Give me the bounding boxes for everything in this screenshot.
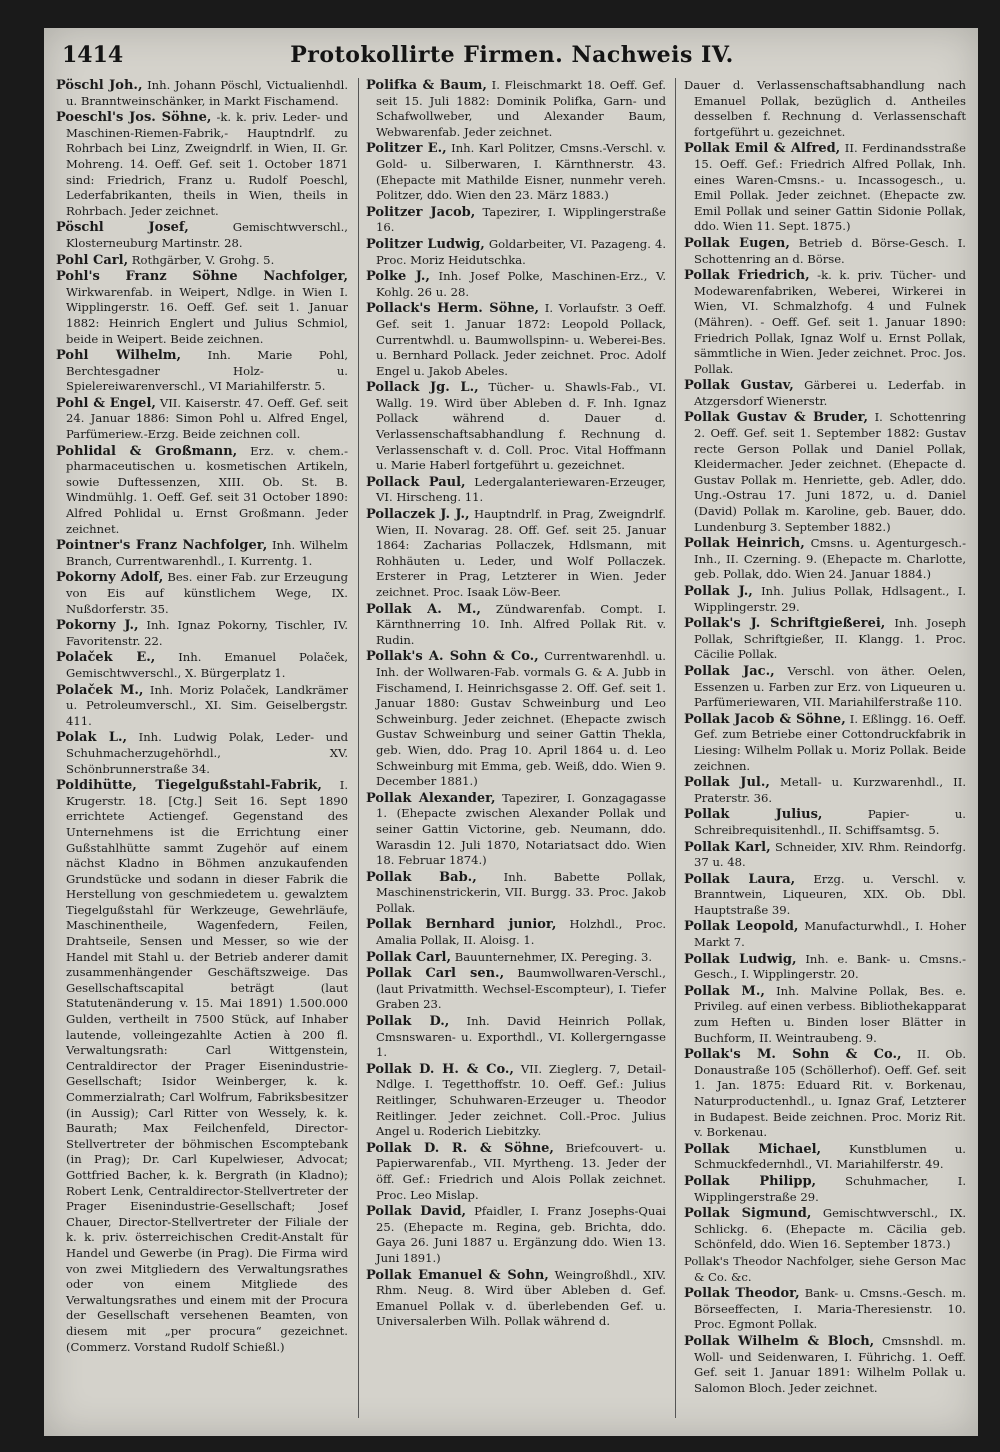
entry-details: Inh. Moriz Polaček, Landkrämer u. Petroleumverschl., XI. Sim. Geiselbergstr. 411. [66,682,348,728]
directory-entry [684,536,966,583]
directory-entry [56,220,348,251]
column-3 [684,78,966,1428]
firm-name: Pollak Emanuel & Sohn, [366,1267,549,1283]
directory-entry [366,475,666,506]
directory-entry [366,1204,666,1266]
firm-name: Polaček M., [56,682,144,698]
directory-entry [684,712,966,774]
entry-details: Pollak's Theodor Nachfolger, siehe Gerson Mac & Co. &c. [684,1253,966,1284]
entry-details: Schuhmacher, I. Wipplingerstraße 29. [694,1173,966,1204]
entry-details: I. Schottenring 2. Oeff. Gef. seit 1. September 1882: Gustav recte Gerson Pollak und Daniel Pollak, Kleidermacher. Jeder zeichnet. (Ehepacte d. Gustav Pollak m. Henriette, geb. Adler, ddo. Ung.-Ostrau 17. Juni 1872, u. d. Daniel (David) Pollak m. Karoline, geb. Bauer, ddo. Lundenburg 3. September 1882.) [694,410,966,534]
entry-details: Zündwarenfab. Compt. I. Kärnthnerring 10. Inh. Alfred Pollak Rit. v. Rudin. [376,601,666,647]
directory-entry [56,110,348,219]
entry-details: Pfaidler, I. Franz Josephs-Quai 25. (Ehepacte m. Regina, geb. Brichta, ddo. Gaya 26. Juni 1887 u. Ergänzung ddo. Wien 13. Juni 1891.) [376,1204,666,1265]
directory-entry [56,538,348,569]
entry-details: II. Ferdinandsstraße 15. Oeff. Gef.: Friedrich Alfred Pollak, Inh. eines Waren-Cmsns.- u. Incassogesch., u. Emil Pollak. Jeder zeichnet. (Ehepacte zw. Emil Pollak und seiner Gattin Sidonie Pollak, ddo. Wien 11. Sept. 1875.) [694,141,966,234]
entry-details: Inh. Johann Pöschl, Victualienhdl. u. Branntweinschänker, in Markt Fischamend. [66,78,348,108]
directory-entry [684,141,966,235]
firm-name: Pohl & Engel, [56,395,156,411]
entry-details: Inh. e. Bank- u. Cmsns.-Gesch., I. Wipplingerstr. 20. [694,951,966,982]
directory-entry [366,1062,666,1140]
entry-details: Gemischtwverschl., IX. Schlickg. 6. (Ehepacte m. Cäcilia geb. Schönfeld, ddo. Wien 16. September 1873.) [694,1206,966,1252]
firm-name: Politzer Ludwig, [366,236,485,252]
directory-entry [684,410,966,535]
firm-name: Pollak Alexander, [366,790,496,806]
directory-entry [684,664,966,711]
directory-entry [366,791,666,869]
directory-entry [684,1142,966,1173]
directory-entry [684,872,966,919]
entry-details: Currentwarenhdl. u. Inh. der Wollwaren-Fab. vormals G. & A. Jubb in Fischamend, I. Heinrichsgasse 2. Off. Gef. seit 1. Januar 1880: Gustav Schweinburg und Leo Schweinburg. Jeder zeichnet. (Ehepacte zwisch Gustav Schweinburg und seiner Gattin Thekla, geb. Wien, ddo. Prag 10. April 1864 u. d. Leo Schweinburg mit Emma, geb. Weiß, ddo. Wien 9. December 1881.) [376,649,666,789]
directory-entry [684,984,966,1046]
directory-entry [366,1141,666,1203]
directory-entry [56,650,348,681]
directory-entry [684,1206,966,1253]
entry-details: Inh. Marie Pohl, Berchtesgadner Holz- u. Spielereiwarenverschl., VI Mariahilferstr. 5. [66,348,348,394]
directory-entry [366,950,666,966]
directory-entry [366,380,666,474]
directory-entry [684,268,966,377]
firm-name: Polaček E., [56,650,156,666]
entry-details: I. Fleischmarkt 18. Oeff. Gef. seit 15. Juli 1882: Dominik Polifka, Garn- und Schafwollweber, und Alexander Baum, Webwarenfab. Jeder zeichnet. [376,78,666,139]
directory-entry [684,840,966,871]
firm-name: Pollak Philipp, [684,1173,817,1189]
entry-details: I. Vorlaufstr. 3 Oeff. Gef. seit 1. Januar 1872: Leopold Pollack, Currentwhdl. u. Baumwollspinn- u. Weberei-Bes. u. Bernhard Pollack. Jeder zeichnet. Proc. Adolf Engel u. Jakob Abeles. [376,301,666,378]
firm-name: Pollak Jac., [684,663,775,679]
entry-details: Weingroßhdl., XIV. Rhm. Neug. 8. Wird über Ableben d. Gef. Emanuel Pollak v. d. überlebenden Gef. u. Universalerben Wilh. Pollak während d. [376,1267,666,1329]
directory-entry [366,966,666,1013]
firm-name: Pokorny J., [56,618,139,634]
entry-details: Cmsnshdl. m. Woll- und Seidenwaren, I. Führichg. 1. Oeff. Gef. seit 1. Januar 1891: Wilhelm Pollak u. Salomon Bloch. Jeder zeichnet. [694,1333,966,1395]
firm-name: Pollack's Herm. Söhne, [366,301,540,317]
directory-entry [684,1174,966,1205]
directory-entry [684,78,966,140]
firm-name: Pöschl Josef, [56,220,189,236]
entry-details: Kunstblumen u. Schmuckfedernhdl., VI. Mariahilferstr. 49. [694,1141,966,1172]
entry-details: Bauunternehmer, IX. Pereging. 3. [454,949,653,964]
column-divider [675,78,676,1418]
entry-details: I. Krugerstr. 18. [Ctg.] Seit 16. Sept 1890 errichtete Actiengef. Gegenstand des Unternehmens ist die Errichtung einer Gußstahlhütte sammt Zugehör auf einem nächst Kladno in Böhmen anzukaufenden Grundstücke und sodann in dieser Fabrik die Herstellung von geschmiedetem u. gewalztem Tiegelgußstahl für Werkzeuge, Gewehrläufe, Maschinentheile, Wagenfedern, Feilen, Drahtseile, Sensen und Messer, so wie der Handel mit Stahl u. der Betrieb anderer damit zusammenhängender Geschäftszweige. Das Gesellschaftscapital beträgt (laut Statutenänderung v. 15. Mai 1891) 1.500.000 Gulden, vertheilt in 7500 Stück, auf Inhaber lautende, volleingezahlte Actien à 200 fl. Verwaltungsrath: Carl Wittgenstein, Centraldirector der Prager Eisenindustrie-Gesellschaft; Isidor Weinberger, k. k. Commerzialrath; Carl Wolfrum, Fabriksbesitzer (in Aussig); Carl Ritter von Wessely, k. k. Baurath; Max Feilchenfeld, Director-Stellvertreter der böhmischen Escomptebank (in Prag); Dr. Carl Kupelwieser, Advocat; Gottfried Bacher, k. k. Bergrath (in Kladno); Robert Lenk, Centraldirector-Stellvertreter der Prager Eisenindustrie-Gesellschaft; Josef Chauer, Director-Stellvertreter der Filiale der k. k. priv. österreichischen Credit-Anstalt für Handel und Gewerbe (in Prag). Die Firma wird von zwei Mitgliedern des Verwaltungsrathes oder von einem Mitgliede des Verwaltungsrathes und einem mit der Procura der Gesellschaft versehenen Beamten, von diesem mit „per procura“ gezeichnet. (Commerz. Vorstand Rudolf Schießl.) [66,778,348,1354]
entry-details: Baumwollwaren-Verschl., (laut Privatmitth. Wechsel-Escompteur), I. Tiefer Graben 23. [376,966,666,1012]
firm-name: Pohl Carl, [56,252,129,268]
entry-details: Inh. Ignaz Pokorny, Tischler, IV. Favoritenstr. 22. [66,618,348,648]
entry-details: Inh. Babette Pollak, Maschinenstrickerin, VII. Burgg. 33. Proc. Jakob Pollak. [376,869,666,915]
entry-details: Briefcouvert- u. Papierwarenfab., VII. Myrtheng. 13. Jeder der öff. Gef.: Friedrich und Alois Pollak zeichnet. Proc. Leo Mislap. [376,1140,666,1202]
entry-details: Erzg. u. Verschl. v. Branntwein, Liqueuren, XIX. Ob. Dbl. Hauptstraße 39. [694,871,966,917]
firm-name: Pohlidal & Großmann, [56,443,238,459]
entry-details: -k. k. priv. Leder- und Maschinen-Riemen-Fabrik,- Hauptndrlf. zu Rohrbach bei Linz, Zweigndrlf. in Wien, II. Gr. Mohreng. 14. Oeff. Gef. seit 1. October 1871 sind: Friedrich, Franz u. Rudolf Poeschl, Lederfabrikanten, theils in Wien, theils in Rohrbach. Jeder zeichnet. [66,110,348,218]
firm-name: Pohl's Franz Söhne Nachfolger, [56,269,348,285]
entry-details: Bank- u. Cmsns.-Gesch. m. Börseeffecten, I. Maria-Theresienstr. 10. Proc. Egmont Pollak. [694,1286,966,1332]
entry-details: Bes. einer Fab. zur Erzeugung von Eis auf künstlichem Wege, IX. Nußdorferstr. 35. [66,570,348,616]
firm-name: Pollak David, [366,1204,467,1220]
page-header [62,42,962,72]
firm-name: Pollak D. H. & Co., [366,1061,514,1077]
firm-name: Pollak Carl, [366,949,452,965]
directory-entry [366,237,666,268]
entry-details: Goldarbeiter, VI. Pazageng. 4. Proc. Moriz Heidutschka. [376,236,666,267]
firm-name: Polke J., [366,269,430,285]
firm-name: Pollak D., [366,1014,450,1030]
directory-entry [366,78,666,140]
entry-details: Inh. Julius Pollak, Hdlsagent., I. Wipplingerstr. 29. [694,584,966,614]
column-2 [366,78,666,1428]
entry-details: Tücher- u. Shawls-Fab., VI. Wallg. 19. Wird über Ableben d. F. Inh. Ignaz Pollack während d. Dauer d. Verlassenschaftsabhandlung f. Rechnung d. Verlassenschaft v. d. Coll. Proc. Vital Hoffmann u. Marie Haberl fortgeführt u. gezeichnet. [376,380,666,473]
directory-entry [684,919,966,950]
entry-details: Cmsns. u. Agenturgesch.-Inh., II. Czerning. 9. (Ehepacte m. Charlotte, geb. Pollak, ddo. Wien 24. Januar 1884.) [694,536,966,582]
firm-name: Pollak's A. Sohn & Co., [366,649,539,665]
firm-name: Pointner's Franz Nachfolger, [56,538,268,554]
directory-entry [684,378,966,409]
directory-entry [684,1254,966,1285]
firm-name: Pohl Wilhelm, [56,348,182,364]
firm-name: Pollaczek J. J., [366,507,470,523]
directory-entry [56,570,348,617]
entry-details: VII. Zieglerg. 7, Detail-Ndlge. I. Tegetthoffstr. 10. Oeff. Gef.: Julius Reitlinger, Schuhwaren-Erzeuger u. Theodor Reitlinger. Jeder zeichnet. Coll.-Proc. Julius Angel u. Roderich Liebitzky. [376,1061,666,1139]
firm-name: Poldihütte, Tiegelgußstahl-Fabrik, [56,778,322,794]
entry-details: Holzhdl., Proc. Amalia Pollak, II. Aloisg. 1. [376,917,666,948]
firm-name: Pollak Emil & Alfred, [684,141,841,157]
entry-details: Inh. Josef Polke, Maschinen-Erz., V. Kohlg. 26 u. 28. [376,269,666,299]
directory-entry [684,616,966,663]
column-divider [358,78,359,1418]
entry-details: I. Eßlingg. 16. Oeff. Gef. zum Betriebe einer Cottondruckfabrik in Liesing: Wilhelm Pollak u. Moriz Pollak. Beide zeichnen. [694,711,966,773]
entry-details: Inh. Emanuel Polaček, Gemischtwverschl., X. Bürgerplatz 1. [66,650,348,680]
entry-details: Inh. Ludwig Polak, Leder- und Schuhmacherzugehörhdl., XV. Schönbrunnerstraße 34. [66,730,348,776]
directory-entry [56,444,348,538]
firm-name: Pollak J., [684,584,753,599]
firm-name: Pollak Leopold, [684,919,799,935]
firm-name: Pollak Friedrich, [684,268,810,284]
directory-entry [56,348,348,395]
firm-name: Pollak Jacob & Söhne, [684,711,846,727]
directory-entry [684,1047,966,1141]
entry-details: Inh. Karl Politzer, Cmsns.-Verschl. v. Gold- u. Silberwaren, I. Kärnthnerstr. 43. (Ehepacte mit Mathilde Eisner, nunmehr vereh. Politzer, ddo. Wien den 23. März 1883.) [376,141,666,203]
firm-name: Poeschl's Jos. Söhne, [56,110,212,126]
entry-details: Manufacturwhdl., I. Hoher Markt 7. [694,919,966,950]
entry-details: Papier- u. Schreibrequisitenhdl., II. Schiffsamtsg. 5. [694,807,966,837]
directory-entry [56,618,348,649]
firm-name: Pollak Ludwig, [684,951,797,967]
column-1 [56,78,348,1428]
directory-entry [366,870,666,917]
firm-name: Pollak Eugen, [684,235,790,251]
directory-entry [366,301,666,379]
firm-name: Pollak A. M., [366,601,481,617]
entry-details: Inh. David Heinrich Pollak, Cmsnswaren- u. Exporthdl., VI. Kollergerngasse 1. [376,1014,666,1060]
entry-details: Inh. Wilhelm Branch, Currentwarenhdl., I. Kurrentg. 1. [66,538,348,568]
firm-name: Pollack Jg. L., [366,380,479,396]
firm-name: Pollak Bab., [366,869,477,885]
firm-name: Pollak Jul., [684,775,770,791]
entry-details: Metall- u. Kurzwarenhdl., II. Praterstr. 36. [694,775,966,805]
directory-entry [56,253,348,269]
firm-name: Pollak Gustav & Bruder, [684,410,869,426]
firm-name: Polifka & Baum, [366,78,487,93]
entry-details: Schneider, XIV. Rhm. Reindorfg. 37 u. 48. [694,839,966,870]
firm-name: Politzer E., [366,141,447,157]
entry-details: Ledergalanteriewaren-Erzeuger, VI. Hirscheng. 11. [376,474,666,505]
entry-details: Erz. v. chem.-pharmaceutischen u. kosmetischen Artikeln, sowie Duftessenzen, XIII. Ob. St. B. Windmühlg. 1. Oeff. Gef. seit 31 October 1890: Alfred Pohlidal u. Ernst Großmann. Jeder zeichnet. [66,443,348,536]
directory-entry [366,649,666,789]
firm-name: Politzer Jacob, [366,204,476,220]
running-title: Protokollirte Firmen. Nachweis IV. [290,42,734,68]
directory-entry [366,1014,666,1061]
directory-entry [366,141,666,203]
directory-entry [56,730,348,777]
firm-name: Pollak Bernhard junior, [366,917,557,933]
directory-entry [684,807,966,838]
entry-details: Rothgärber, V. Grohg. 5. [131,252,275,267]
directory-entry [366,269,666,300]
entry-details: Tapezirer, I. Gonzagagasse 1. (Ehepacte zwischen Alexander Pollak und seiner Gattin Victorine, geb. Neumann, ddo. Warasdin 12. Juli 1870, Notariatsact ddo. Wien 18. Februar 1874.) [376,790,666,868]
entry-details: Tapezirer, I. Wipplingerstraße 16. [376,204,666,235]
firm-name: Pollak's M. Sohn & Co., [684,1047,902,1063]
columns [56,78,966,1428]
firm-name: Pollak Michael, [684,1141,822,1157]
entry-details: Wirkwarenfab. in Weipert, Ndlge. in Wien I. Wipplingerstr. 16. Oeff. Gef. seit 1. Januar 1882: Heinrich Englert und Julius Schmiol, beide in Weipert. Beide zeichnen. [66,284,348,346]
directory-entry [684,952,966,983]
firm-name: Pöschl Joh., [56,78,143,93]
directory-entry [366,507,666,601]
firm-name: Pollak Wilhelm & Bloch, [684,1333,875,1349]
firm-name: Pokorny Adolf, [56,570,164,586]
directory-entry [366,917,666,948]
firm-name: Pollak Karl, [684,839,771,855]
firm-name: Pollak D. R. & Söhne, [366,1140,554,1156]
entry-details: Inh. Joseph Pollak, Schriftgießer, II. Klangg. 1. Proc. Cäcilie Pollak. [694,616,966,662]
firm-name: Pollak's J. Schriftgießerei, [684,616,886,632]
firm-name: Pollak Laura, [684,871,796,887]
directory-entry [684,236,966,267]
firm-name: Pollack Paul, [366,474,466,490]
entry-details: Hauptndrlf. in Prag, Zweigndrlf. Wien, II. Novarag. 28. Off. Gef. seit 25. Januar 1864: Zacharias Pollaczek, Hdlsmann, mit Rohhäuten u. Leder, und Wolf Pollaczek. Ersterer in Prag, Letzterer in Wien. Jeder zeichnet. Proc. Isaak Löw-Beer. [376,507,666,599]
directory-entry [56,78,348,109]
directory-entry [366,1268,666,1330]
directory-entry [56,778,348,1355]
entry-details: Gemischtwverschl., Klosterneuburg Martinstr. 28. [66,220,348,250]
entry-details: Betrieb d. Börse-Gesch. I. Schottenring an d. Börse. [694,235,966,266]
entry-details: Inh. Malvine Pollak, Bes. e. Privileg. auf einen verbess. Bibliothekapparat zum Heften u. Binden loser Blätter in Buchform, II. Weintraubeng. 9. [694,983,966,1045]
entry-details: Dauer d. Verlassenschaftsabhandlung nach Emanuel Pollak, bezüglich d. Antheiles desselben f. Rechnung d. Verlassenschaft fortgeführt u. gezeichnet. [684,78,966,139]
directory-entry [56,683,348,730]
directory-entry [366,205,666,236]
directory-entry [684,1286,966,1333]
entry-details: -k. k. priv. Tücher- und Modewarenfabriken, Weberei, Wirkerei in Wien, VI. Schmalzhofg. 4 und Fulnek (Mähren). - Oeff. Gef. seit 1. Januar 1890: Friedrich Pollak, Ignaz Wolf u. Ernst Pollak, sämmtliche in Wien. Jeder zeichnet. Proc. Jos. Pollak. [694,268,966,376]
firm-name: Pollak Gustav, [684,378,794,394]
directory-entry [366,602,666,649]
directory-entry [684,1334,966,1396]
page-number: 1414 [62,42,124,68]
directory-entry [684,775,966,806]
firm-name: Polak L., [56,730,128,746]
firm-name: Pollak Julius, [684,807,823,823]
entry-details: VII. Kaiserstr. 47. Oeff. Gef. seit 24. Januar 1886: Simon Pohl u. Alfred Engel, Parfümeriew.-Erzg. Beide zeichnen coll. [66,395,348,442]
firm-name: Pollak Sigmund, [684,1206,812,1222]
directory-entry [56,269,348,347]
document-page [44,28,978,1436]
directory-entry [684,584,966,615]
firm-name: Pollak M., [684,983,765,999]
firm-name: Pollak Theodor, [684,1286,800,1302]
entry-details: Verschl. von äther. Oelen, Essenzen u. Farben zur Erz. von Liqueuren u. Parfümeriewaren, VII. Mariahilferstraße 110. [694,663,966,710]
firm-name: Pollak Carl sen., [366,966,505,982]
entry-details: Gärberei u. Lederfab. in Atzgersdorf Wienerstr. [694,378,966,408]
directory-entry [56,396,348,443]
firm-name: Pollak Heinrich, [684,536,805,552]
entry-details: II. Ob. Donaustraße 105 (Schöllerhof). Oeff. Gef. seit 1. Jan. 1875: Eduard Rit. v. Borkenau, Naturproductenhdl., u. Ignaz Graf, Letzterer in Budapest. Beide zeichnen. Proc. Moriz Rit. v. Borkenau. [694,1047,966,1140]
